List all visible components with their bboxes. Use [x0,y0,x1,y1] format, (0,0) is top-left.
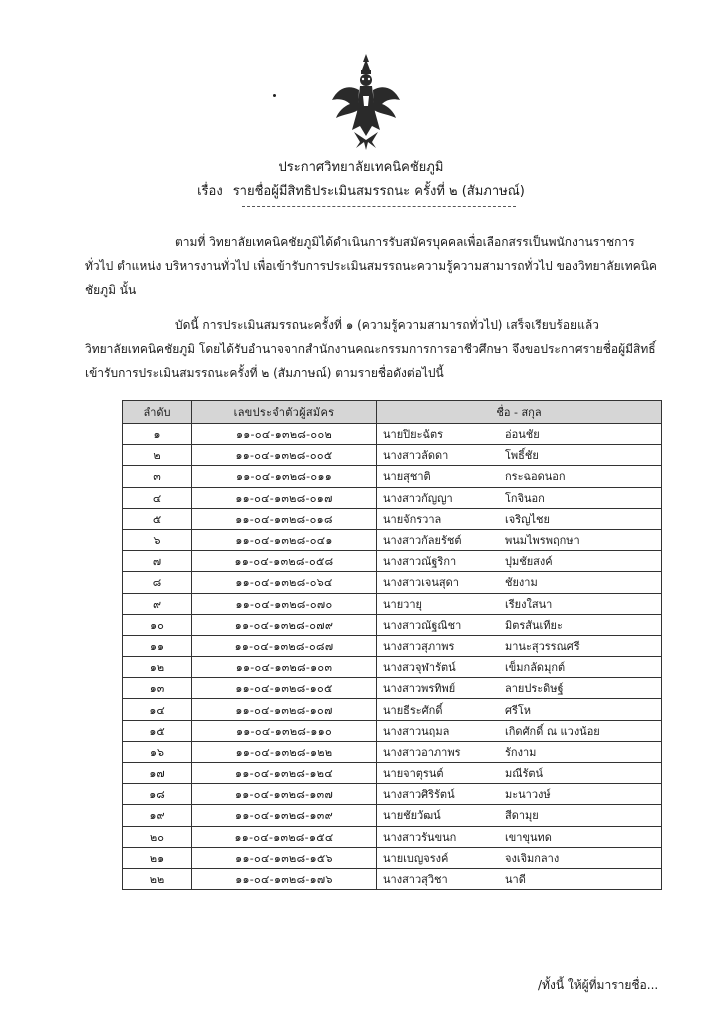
last-name: รักงาม [505,745,537,759]
applicant-id-cell: ๑๑-๐๔-๑๓๒๘-๐๕๘ [192,551,377,572]
order-cell: ๑๘ [123,784,192,805]
last-name: จงเจิมกลาง [505,851,560,865]
full-name-cell [377,720,662,741]
last-name: พนมไพรพฤกษา [505,534,580,548]
order-cell: ๑๐ [123,614,192,635]
full-name-cell [377,805,662,826]
first-name: นางสาวนฤมล [383,724,450,738]
table-row [123,657,662,678]
table-row [123,424,662,445]
column-header-applicant-id: เลขประจำตัวผู้สมัคร [192,401,377,424]
announcement-title: ประกาศวิทยาลัยเทคนิคชัยภูมิ [278,160,444,175]
applicant-id-cell: ๑๑-๐๔-๑๓๒๘-๑๒๒ [192,741,377,762]
order-cell: ๑ [123,424,192,445]
full-name-cell [377,508,662,529]
last-name: กระฉอดนอก [505,470,566,484]
first-name: นายจาตุรนต์ [383,767,444,781]
applicant-id-cell: ๑๑-๐๔-๑๓๒๘-๐๗๙ [192,614,377,635]
table-row [123,826,662,847]
applicant-id-cell: ๑๑-๐๔-๑๓๒๘-๐๑๑ [192,466,377,487]
first-name: นายเบญจรงค์ [383,851,449,865]
first-name: นางสาวพรทิพย์ [383,682,456,696]
first-name: นางสาวอาภาพร [383,745,461,759]
table-row [123,678,662,699]
applicant-id-cell: ๑๑-๐๔-๑๓๒๘-๑๒๔ [192,763,377,784]
applicant-id-cell: ๑๑-๐๔-๑๓๒๘-๑๐๕ [192,678,377,699]
order-cell: ๒๒ [123,868,192,889]
order-cell: ๒ [123,445,192,466]
table-row [123,720,662,741]
last-name: ชัยงาม [505,576,538,590]
last-name: อ่อนชัย [505,428,540,442]
first-name: นางสาวณัฐริกา [383,555,457,569]
order-cell: ๑๖ [123,741,192,762]
full-name-cell [377,784,662,805]
applicant-id-cell: ๑๑-๐๔-๑๓๒๘-๐๑๘ [192,508,377,529]
full-name-cell [377,614,662,635]
paragraph-line: ตามที่ วิทยาลัยเทคนิคชัยภูมิได้ดำเนินการรับสมัครบุคคลเพื่อเลือกสรรเป็นพนักงานราชการ [175,235,635,249]
applicant-id-cell: ๑๑-๐๔-๑๓๒๘-๑๓๙ [192,805,377,826]
order-cell: ๓ [123,466,192,487]
order-cell: ๗ [123,551,192,572]
order-cell: ๑๔ [123,699,192,720]
table-row [123,868,662,889]
order-cell: ๖ [123,529,192,550]
last-name: นาดี [505,873,526,887]
full-name-cell [377,699,662,720]
first-name: นายธีระศักดิ์ [383,703,443,717]
applicant-id-cell: ๑๑-๐๔-๑๓๒๘-๐๗๐ [192,593,377,614]
applicant-id-cell: ๑๑-๐๔-๑๓๒๘-๑๓๗ [192,784,377,805]
applicant-id-cell: ๑๑-๐๔-๑๓๒๘-๑๐๗ [192,699,377,720]
applicant-id-cell: ๑๑-๐๔-๑๓๒๘-๐๘๗ [192,635,377,656]
last-name: เขาขุนทด [505,830,552,844]
order-cell: ๒๐ [123,826,192,847]
applicant-id-cell: ๑๑-๐๔-๑๓๒๘-๐๔๑ [192,529,377,550]
last-name: โกจินอก [505,491,545,505]
order-cell: ๒๑ [123,847,192,868]
table-row [123,847,662,868]
order-cell: ๑๕ [123,720,192,741]
order-cell: ๕ [123,508,192,529]
garuda-emblem-icon [330,52,402,152]
applicant-id-cell: ๑๑-๐๔-๑๓๒๘-๑๕๖ [192,847,377,868]
first-name: นายชัยวัฒน์ [383,809,441,823]
paragraph-announcement [85,313,670,385]
full-name-cell [377,847,662,868]
full-name-cell [377,466,662,487]
full-name-cell [377,635,662,656]
last-name: เข็มกลัดมุกต์ [505,661,566,675]
first-name: นางสาวศิริรัตน์ [383,788,455,802]
first-name: นางสาวสุวิชา [383,873,448,887]
subject-label: เรื่อง [197,184,223,199]
order-cell: ๙ [123,593,192,614]
first-name: นายสุชาติ [383,470,431,484]
last-name: โพธิ์ชัย [505,449,539,463]
table-row [123,614,662,635]
table-row [123,466,662,487]
full-name-cell [377,741,662,762]
applicant-id-cell: ๑๑-๐๔-๑๓๒๘-๑๗๖ [192,868,377,889]
last-name: ลายประดิษฐ์ [505,682,564,696]
table-row [123,487,662,508]
continuation-note: /ทั้งนี้ ให้ผู้ที่มารายชื่อ... [538,978,659,992]
last-name: มานะสุวรรณศรี [505,639,580,653]
applicant-id-cell: ๑๑-๐๔-๑๓๒๘-๑๐๓ [192,657,377,678]
last-name: ปุมชัยสงค์ [505,555,553,569]
paragraph-line: บัดนี้ การประเมินสมรรถนะครั้งที่ ๑ (ความรู้ความสามารถทั่วไป) เสร็จเรียบร้อยแล้ว [175,318,599,332]
table-row [123,508,662,529]
table-row [123,763,662,784]
first-name: นายวายุ [383,597,422,611]
table-row [123,529,662,550]
applicant-id-cell: ๑๑-๐๔-๑๓๒๘-๐๑๗ [192,487,377,508]
paragraph-line: วิทยาลัยเทคนิคชัยภูมิ โดยได้รับอำนาจจากสำนักงานคณะกรรมการการอาชีวศึกษา จึงขอประกาศรายชื่อผู้มีสิทธิ์ [85,342,656,356]
full-name-cell [377,657,662,678]
order-cell: ๘ [123,572,192,593]
first-name: นายจักรวาล [383,512,442,526]
full-name-cell [377,551,662,572]
column-header-full-name: ชื่อ - สกุล [377,401,662,424]
scan-speck [273,94,276,97]
table-body [123,424,662,890]
full-name-cell [377,826,662,847]
order-cell: ๑๗ [123,763,192,784]
last-name: มิตรสันเทียะ [505,618,563,632]
full-name-cell [377,593,662,614]
full-name-cell [377,678,662,699]
first-name: นางสาวกัลยรัชต์ [383,534,462,548]
first-name: นางสาวเจนสุดา [383,576,459,590]
order-cell: ๔ [123,487,192,508]
applicant-id-cell: ๑๑-๐๔-๑๓๒๘-๑๕๔ [192,826,377,847]
first-name: นางสาวกัญญา [383,491,453,505]
table-row [123,635,662,656]
table-row [123,805,662,826]
last-name: มะนาวงษ์ [505,788,551,802]
last-name: เรียงใสนา [505,597,553,611]
title-divider [242,206,516,207]
paragraph-line: ทั่วไป ตำแหน่ง บริหารงานทั่วไป เพื่อเข้ารับการประเมินสมรรถนะความรู้ความสามารถทั่วไป ของวิทยาลัยเทคนิค [85,259,657,273]
order-cell: ๑๒ [123,657,192,678]
table-row [123,551,662,572]
paragraph-line: ชัยภูมิ นั้น [85,283,137,297]
first-name: นางสาวลัดดา [383,449,449,463]
table-row [123,445,662,466]
subject-text: รายชื่อผู้มีสิทธิประเมินสมรรถนะ ครั้งที่ ๒ (สัมภาษณ์) [232,184,525,199]
order-cell: ๑๙ [123,805,192,826]
applicant-id-cell: ๑๑-๐๔-๑๓๒๘-๐๖๔ [192,572,377,593]
full-name-cell [377,487,662,508]
applicant-id-cell: ๑๑-๐๔-๑๓๒๘-๑๑๐ [192,720,377,741]
full-name-cell [377,763,662,784]
last-name: ศรีโห [505,703,532,717]
order-cell: ๑๓ [123,678,192,699]
table-row [123,741,662,762]
applicant-id-cell: ๑๑-๐๔-๑๓๒๘-๐๐๒ [192,424,377,445]
table-row [123,572,662,593]
full-name-cell [377,445,662,466]
paragraph-intro [85,230,670,302]
first-name: นางสาวรันขนก [383,830,457,844]
first-name: นางสาวณัฐณิชา [383,618,462,632]
first-name: นางสาวสุภาพร [383,639,455,653]
applicant-id-cell: ๑๑-๐๔-๑๓๒๘-๐๐๕ [192,445,377,466]
full-name-cell [377,868,662,889]
table-row [123,699,662,720]
table-row [123,593,662,614]
table-header-row [123,401,662,424]
full-name-cell [377,424,662,445]
table-row [123,784,662,805]
column-header-order: ลำดับ [123,401,192,424]
last-name: เกิดศักดิ์ ณ แวงน้อย [505,724,600,738]
candidate-table [122,400,662,890]
last-name: มณีรัตน์ [505,767,544,781]
first-name: นายปิยะฉัตร [383,428,444,442]
full-name-cell [377,529,662,550]
first-name: นางสวจุฬารัตน์ [383,661,456,675]
paragraph-line: เข้ารับการประเมินสมรรถนะครั้งที่ ๒ (สัมภาษณ์) ตามรายชื่อดังต่อไปนี้ [85,366,444,380]
order-cell: ๑๑ [123,635,192,656]
last-name: เจริญไชย [505,512,550,526]
full-name-cell [377,572,662,593]
last-name: สีดามุย [505,809,539,823]
announcement-subject [0,180,722,201]
